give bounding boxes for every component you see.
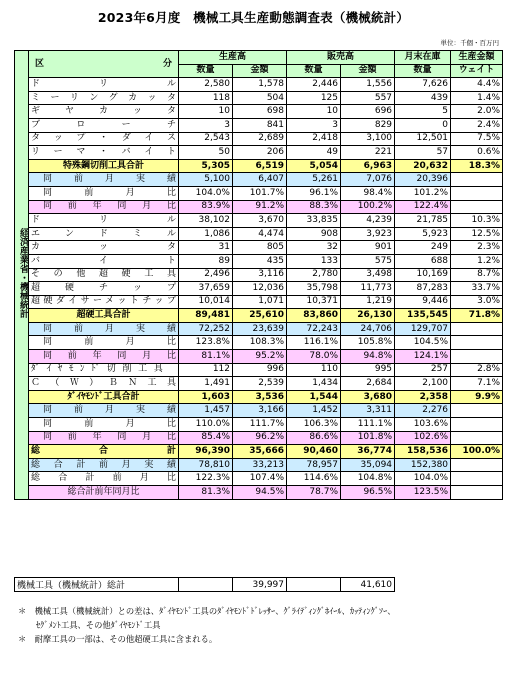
header-share: 生産金額 xyxy=(451,51,503,65)
cell-value: 26,130 xyxy=(341,309,395,323)
cell-value: 71.8% xyxy=(451,309,503,323)
cell-value: 2,684 xyxy=(341,377,395,391)
cell-value: 3,116 xyxy=(233,268,287,282)
row-label: ブローチ xyxy=(29,118,179,132)
cell-value: 85.4% xyxy=(179,431,233,445)
cell-value: 124.1% xyxy=(395,350,451,364)
cell-value: 89 xyxy=(179,254,233,268)
cell-value: 129,707 xyxy=(395,322,451,336)
cell-value: 110.0% xyxy=(179,418,233,432)
table-row xyxy=(15,295,503,309)
cell-value: 3,100 xyxy=(341,132,395,146)
cell-value: 88.3% xyxy=(287,200,341,214)
cell-value: 37,659 xyxy=(179,282,233,296)
cell-value: 504 xyxy=(233,91,287,105)
cell-value: 2,539 xyxy=(233,377,287,391)
cell-value: 35,798 xyxy=(287,282,341,296)
row-label: 同前年同月比 xyxy=(29,350,179,364)
cell-value: 10 xyxy=(287,105,341,119)
cell-value: 7,076 xyxy=(341,173,395,187)
cell-value: 1,434 xyxy=(287,377,341,391)
cell-value: 49 xyxy=(287,146,341,160)
cell-value: 32 xyxy=(287,241,341,255)
row-label: ド リ ル xyxy=(29,78,179,92)
blank-cell xyxy=(287,578,341,592)
cell-value: 98.4% xyxy=(341,186,395,200)
row-label: 特殊鋼切削工具合計 xyxy=(29,159,179,173)
header-sales: 販売高 xyxy=(287,51,395,65)
table-row xyxy=(15,214,503,228)
cell-value: 96.1% xyxy=(287,186,341,200)
cell-value: 78,957 xyxy=(287,458,341,472)
cell-value: 96.5% xyxy=(341,486,395,500)
cell-value xyxy=(451,418,503,432)
cell-value: 50 xyxy=(179,146,233,160)
row-label: ド リ ル xyxy=(29,214,179,228)
cell-value: 96,390 xyxy=(179,445,233,459)
cell-value: 100.0% xyxy=(451,445,503,459)
cell-value: 4,239 xyxy=(341,214,395,228)
header-row-1 xyxy=(15,51,503,65)
cell-value: 3 xyxy=(179,118,233,132)
table-row xyxy=(15,132,503,146)
cell-value: 104.8% xyxy=(341,472,395,486)
table-row xyxy=(15,486,503,500)
cell-value: 2,543 xyxy=(179,132,233,146)
table-row xyxy=(15,377,503,391)
cell-value: 105.8% xyxy=(341,336,395,350)
table-row xyxy=(15,472,503,486)
cell-value: 0 xyxy=(395,118,451,132)
row-label: ギヤカッタ xyxy=(29,105,179,119)
cell-value: 35,094 xyxy=(341,458,395,472)
cell-value: 908 xyxy=(287,227,341,241)
cell-value: 112 xyxy=(179,363,233,377)
row-label: ﾀﾞｲﾔﾓﾝﾄﾞ工具合計 xyxy=(29,390,179,404)
cell-value: 78.0% xyxy=(287,350,341,364)
cell-value: 257 xyxy=(395,363,451,377)
cell-value: 10,169 xyxy=(395,268,451,282)
cell-value: 10,371 xyxy=(287,295,341,309)
cell-value xyxy=(451,486,503,500)
cell-value: 5 xyxy=(395,105,451,119)
row-label: 総合計前月実績 xyxy=(29,458,179,472)
cell-value: 123.5% xyxy=(395,486,451,500)
cell-value: 1,071 xyxy=(233,295,287,309)
cell-value: 6,963 xyxy=(341,159,395,173)
cell-value: 3,166 xyxy=(233,404,287,418)
grand-total-label: 機械工具（機械統計）総計 xyxy=(15,578,179,592)
cell-value: 1,219 xyxy=(341,295,395,309)
cell-value: 133 xyxy=(287,254,341,268)
cell-value: 83.9% xyxy=(179,200,233,214)
cell-value: 122.3% xyxy=(179,472,233,486)
row-label: 超硬工具合計 xyxy=(29,309,179,323)
table-row xyxy=(15,418,503,432)
cell-value: 2,418 xyxy=(287,132,341,146)
cell-value: 2,276 xyxy=(395,404,451,418)
cell-value: 0.6% xyxy=(451,146,503,160)
cell-value: 111.1% xyxy=(341,418,395,432)
cell-value: 123.8% xyxy=(179,336,233,350)
blank-cell xyxy=(451,578,503,592)
cell-value: 1,578 xyxy=(233,78,287,92)
cell-value: 1.2% xyxy=(451,254,503,268)
cell-value: 3,536 xyxy=(233,390,287,404)
table-row xyxy=(15,431,503,445)
note-1: ＊ 機械工具（機械統計）との差は、ﾀﾞｲﾔﾓﾝﾄﾞ工具のﾀﾞｲﾔﾓﾝﾄﾞﾄﾞﾚｯｻｰ、ｸﾞﾗｲﾃﾞｨﾝｸﾞﾎｲｰﾙ、ｶｯﾃｨﾝｸﾞｿｰ、 xyxy=(18,606,396,616)
cell-value: 104.5% xyxy=(395,336,451,350)
cell-value xyxy=(451,200,503,214)
cell-value: 7,626 xyxy=(395,78,451,92)
table-row xyxy=(15,336,503,350)
cell-value: 95.2% xyxy=(233,350,287,364)
row-label: カッタ xyxy=(29,241,179,255)
cell-value: 35,666 xyxy=(233,445,287,459)
row-label: エンドミル xyxy=(29,227,179,241)
cell-value: 31 xyxy=(179,241,233,255)
cell-value: 114.6% xyxy=(287,472,341,486)
cell-value: 2,446 xyxy=(287,78,341,92)
cell-value: 94.8% xyxy=(341,350,395,364)
cell-value: 2.0% xyxy=(451,105,503,119)
cell-value: 7.5% xyxy=(451,132,503,146)
row-label: 同 前 月 比 xyxy=(29,418,179,432)
table-row xyxy=(15,309,503,323)
table-row xyxy=(15,404,503,418)
table-row xyxy=(15,146,503,160)
cell-value: 1,491 xyxy=(179,377,233,391)
cell-value: 901 xyxy=(341,241,395,255)
cell-value: 996 xyxy=(233,363,287,377)
cell-value: 2,580 xyxy=(179,78,233,92)
cell-value: 12,501 xyxy=(395,132,451,146)
row-label: ﾀﾞｲﾔﾓﾝﾄﾞ切削工具 xyxy=(29,363,179,377)
cell-value: 110 xyxy=(287,363,341,377)
cell-value: 3.0% xyxy=(451,295,503,309)
cell-value: 100.2% xyxy=(341,200,395,214)
cell-value: 5,261 xyxy=(287,173,341,187)
cell-value: 118 xyxy=(179,91,233,105)
table-row xyxy=(15,350,503,364)
cell-value: 3,670 xyxy=(233,214,287,228)
row-label: 超 硬 チ ッ プ xyxy=(29,282,179,296)
row-label: リーマ・バイト xyxy=(29,146,179,160)
header-qty: 数量 xyxy=(395,64,451,78)
cell-value: 2.4% xyxy=(451,118,503,132)
table-row xyxy=(15,227,503,241)
header-inventory: 月末在庫 xyxy=(395,51,451,65)
table-row xyxy=(15,200,503,214)
cell-value: 72,243 xyxy=(287,322,341,336)
cell-value: 20,632 xyxy=(395,159,451,173)
cell-value: 2.3% xyxy=(451,241,503,255)
grand-total-table xyxy=(14,577,503,592)
cell-value: 10.3% xyxy=(451,214,503,228)
cell-value: 439 xyxy=(395,91,451,105)
row-label: 同 前 月 比 xyxy=(29,186,179,200)
cell-value: 101.8% xyxy=(341,431,395,445)
header-production: 生産高 xyxy=(179,51,287,65)
cell-value: 3,680 xyxy=(341,390,395,404)
cell-value: 841 xyxy=(233,118,287,132)
row-label: 同 前 月 比 xyxy=(29,336,179,350)
cell-value: 87,283 xyxy=(395,282,451,296)
cell-value: 2,358 xyxy=(395,390,451,404)
cell-value xyxy=(451,431,503,445)
cell-value: 575 xyxy=(341,254,395,268)
cell-value: 91.2% xyxy=(233,200,287,214)
cell-value: 152,380 xyxy=(395,458,451,472)
cell-value: 106.3% xyxy=(287,418,341,432)
cell-value: 2,496 xyxy=(179,268,233,282)
page-title: 2023年6月度 機械工具生産動態調査表（機械統計） xyxy=(97,10,410,25)
note-2: ＊ 耐摩工具の一部は、その他超硬工具に含まれる。 xyxy=(18,634,218,644)
row-label: 超硬ダイサーメットチップ xyxy=(29,295,179,309)
table-row xyxy=(15,118,503,132)
cell-value: 83,860 xyxy=(287,309,341,323)
table-row xyxy=(15,78,503,92)
cell-value: 4.4% xyxy=(451,78,503,92)
cell-value: 7.1% xyxy=(451,377,503,391)
cell-value: 89,481 xyxy=(179,309,233,323)
cell-value: 86.6% xyxy=(287,431,341,445)
cell-value: 5,923 xyxy=(395,227,451,241)
cell-value: 249 xyxy=(395,241,451,255)
table-row xyxy=(15,241,503,255)
cell-value: 90,460 xyxy=(287,445,341,459)
grand-total-production: 39,997 xyxy=(233,578,287,592)
table-row xyxy=(15,390,503,404)
cell-value: 24,706 xyxy=(341,322,395,336)
table-row xyxy=(15,458,503,472)
table-row xyxy=(15,445,503,459)
cell-value: 101.2% xyxy=(395,186,451,200)
cell-value: 72,252 xyxy=(179,322,233,336)
cell-value: 10,014 xyxy=(179,295,233,309)
table-row xyxy=(15,254,503,268)
cell-value xyxy=(451,458,503,472)
cell-value: 2.8% xyxy=(451,363,503,377)
row-label: ミーリングカッタ xyxy=(29,91,179,105)
row-label: 総 合 計 xyxy=(29,445,179,459)
side-label xyxy=(15,51,29,500)
table-row xyxy=(15,173,503,187)
cell-value xyxy=(451,404,503,418)
cell-value: 5,054 xyxy=(287,159,341,173)
table-row xyxy=(15,268,503,282)
header-weight: ウェイト xyxy=(451,64,503,78)
cell-value: 6,407 xyxy=(233,173,287,187)
cell-value: 1,556 xyxy=(341,78,395,92)
table-row xyxy=(15,105,503,119)
cell-value: 557 xyxy=(341,91,395,105)
cell-value: 5,305 xyxy=(179,159,233,173)
cell-value: 1,452 xyxy=(287,404,341,418)
row-label: 同前月実績 xyxy=(29,404,179,418)
unit-label: 単位：千個・百万円 xyxy=(440,39,499,47)
cell-value: 805 xyxy=(233,241,287,255)
row-label: 総合計前月比 xyxy=(29,472,179,486)
cell-value: 206 xyxy=(233,146,287,160)
cell-value: 11,773 xyxy=(341,282,395,296)
cell-value: 2,689 xyxy=(233,132,287,146)
cell-value: 2,780 xyxy=(287,268,341,282)
cell-value: 81.3% xyxy=(179,486,233,500)
cell-value: 435 xyxy=(233,254,287,268)
cell-value: 3 xyxy=(287,118,341,132)
cell-value: 3,311 xyxy=(341,404,395,418)
row-label: 同前年同月比 xyxy=(29,200,179,214)
cell-value: 36,774 xyxy=(341,445,395,459)
table-row xyxy=(15,186,503,200)
cell-value: 1.4% xyxy=(451,91,503,105)
cell-value: 81.1% xyxy=(179,350,233,364)
cell-value: 158,536 xyxy=(395,445,451,459)
cell-value: 1,603 xyxy=(179,390,233,404)
cell-value: 4,474 xyxy=(233,227,287,241)
row-label: タップ・ダイス xyxy=(29,132,179,146)
cell-value: 1,544 xyxy=(287,390,341,404)
table-row xyxy=(15,282,503,296)
cell-value: 698 xyxy=(233,105,287,119)
cell-value: 1,086 xyxy=(179,227,233,241)
row-label: 同前月実績 xyxy=(29,322,179,336)
cell-value: 102.6% xyxy=(395,431,451,445)
note-1-cont: ｾｸﾞﾒﾝﾄ工具、その他ﾀﾞｲﾔﾓﾝﾄﾞ工具 xyxy=(36,620,161,630)
cell-value: 10 xyxy=(179,105,233,119)
cell-value: 38,102 xyxy=(179,214,233,228)
cell-value: 18.3% xyxy=(451,159,503,173)
cell-value: 23,639 xyxy=(233,322,287,336)
cell-value: 96.2% xyxy=(233,431,287,445)
row-label: バイト xyxy=(29,254,179,268)
cell-value: 12,036 xyxy=(233,282,287,296)
header-amount: 金額 xyxy=(233,64,287,78)
cell-value: 57 xyxy=(395,146,451,160)
table-row xyxy=(15,363,503,377)
table-row xyxy=(15,159,503,173)
cell-value: 111.7% xyxy=(233,418,287,432)
cell-value: 2,100 xyxy=(395,377,451,391)
row-label: 総合計前年同月比 xyxy=(29,486,179,500)
cell-value: 78.7% xyxy=(287,486,341,500)
cell-value: 33.7% xyxy=(451,282,503,296)
cell-value: 12.5% xyxy=(451,227,503,241)
cell-value: 3,498 xyxy=(341,268,395,282)
cell-value: 21,785 xyxy=(395,214,451,228)
cell-value: 9,446 xyxy=(395,295,451,309)
cell-value: 94.5% xyxy=(233,486,287,500)
cell-value: 125 xyxy=(287,91,341,105)
cell-value: 33,835 xyxy=(287,214,341,228)
header-amount: 金額 xyxy=(341,64,395,78)
cell-value: 108.3% xyxy=(233,336,287,350)
cell-value: 101.7% xyxy=(233,186,287,200)
cell-value xyxy=(451,350,503,364)
row-label: 同前月実績 xyxy=(29,173,179,187)
side-label-text: 経済産業省・機械統計 xyxy=(18,227,28,318)
cell-value: 688 xyxy=(395,254,451,268)
cell-value: 8.7% xyxy=(451,268,503,282)
cell-value: 116.1% xyxy=(287,336,341,350)
cell-value: 78,810 xyxy=(179,458,233,472)
cell-value xyxy=(451,336,503,350)
cell-value: 3,923 xyxy=(341,227,395,241)
cell-value: 103.6% xyxy=(395,418,451,432)
header-qty: 数量 xyxy=(179,64,233,78)
cell-value: 33,213 xyxy=(233,458,287,472)
cell-value: 5,100 xyxy=(179,173,233,187)
cell-value: 995 xyxy=(341,363,395,377)
cell-value: 135,545 xyxy=(395,309,451,323)
production-table xyxy=(14,50,503,500)
row-label: Ｃ（Ｗ）ＢＮ工具 xyxy=(29,377,179,391)
blank-cell xyxy=(395,578,451,592)
cell-value: 107.4% xyxy=(233,472,287,486)
cell-value xyxy=(451,322,503,336)
blank-cell xyxy=(179,578,233,592)
cell-value: 829 xyxy=(341,118,395,132)
cell-value: 9.9% xyxy=(451,390,503,404)
cell-value xyxy=(451,173,503,187)
table-row xyxy=(15,322,503,336)
grand-total-sales: 41,610 xyxy=(341,578,395,592)
cell-value: 696 xyxy=(341,105,395,119)
cell-value: 25,610 xyxy=(233,309,287,323)
cell-value: 221 xyxy=(341,146,395,160)
cell-value xyxy=(451,186,503,200)
cell-value: 122.4% xyxy=(395,200,451,214)
table-row xyxy=(15,91,503,105)
cell-value: 104.0% xyxy=(395,472,451,486)
row-label: その他超硬工具 xyxy=(29,268,179,282)
row-label: 同前年同月比 xyxy=(29,431,179,445)
grand-total-row xyxy=(15,578,503,592)
cell-value: 104.0% xyxy=(179,186,233,200)
cell-value: 20,396 xyxy=(395,173,451,187)
cell-value: 6,519 xyxy=(233,159,287,173)
cell-value xyxy=(451,472,503,486)
header-kubun: 区 分 xyxy=(29,51,179,78)
cell-value: 1,457 xyxy=(179,404,233,418)
notes xyxy=(18,604,498,646)
header-qty: 数量 xyxy=(287,64,341,78)
